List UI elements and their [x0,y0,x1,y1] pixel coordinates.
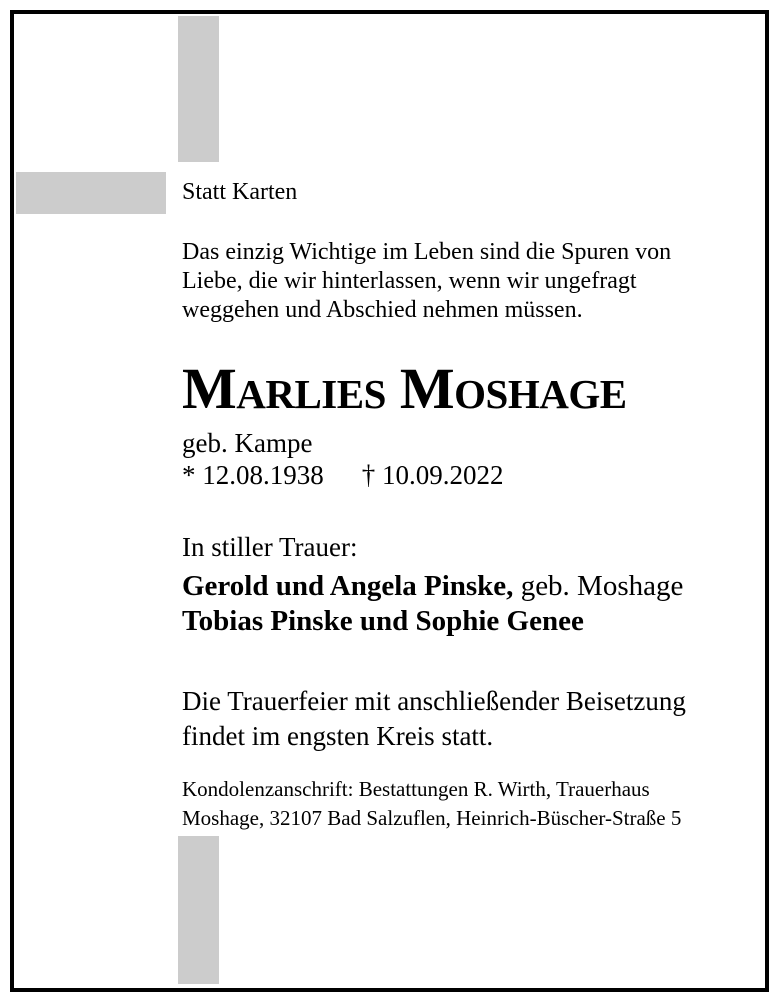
cross-top-bar [178,16,219,162]
birth-date: * 12.08.1938 [182,460,324,490]
mourning-intro: In stiller Trauer: [182,532,358,562]
obituary-frame [10,10,769,992]
ceremony-line: Die Trauerfeier mit anschließender Beisetzung [182,686,686,716]
address-line: Moshage, 32107 Bad Salzuflen, Heinrich-Büscher-Straße 5 [182,806,682,830]
mourner-name: Tobias Pinske und Sophie Genee [182,605,584,637]
deceased-name: Marlies Moshage [182,356,627,421]
address-line: Kondolenzanschrift: Bestattungen R. Wirth, Trauerhaus [182,777,650,801]
life-dates [182,460,504,491]
ceremony-line: findet im engsten Kreis statt. [182,721,494,751]
death-date: † 10.09.2022 [361,460,504,490]
mourner-suffix: geb. Moshage [513,570,684,602]
notice-heading: Statt Karten [182,179,298,205]
memorial-quote [182,238,671,325]
quote-line: weggehen und Abschied nehmen müssen. [182,297,583,323]
cross-bottom-bar [178,836,219,984]
ceremony-info [182,684,686,754]
mourner-name: Gerold und Angela Pinske, [182,570,514,602]
cross-left-bar [16,172,166,214]
condolence-address [182,775,681,833]
maiden-name: geb. Kampe [182,428,313,458]
quote-line: Liebe, die wir hinterlassen, wenn wir ungefragt [182,268,637,294]
mourner-line [182,605,584,638]
quote-line: Das einzig Wichtige im Leben sind die Spuren von [182,239,672,265]
mourner-line [182,570,683,603]
